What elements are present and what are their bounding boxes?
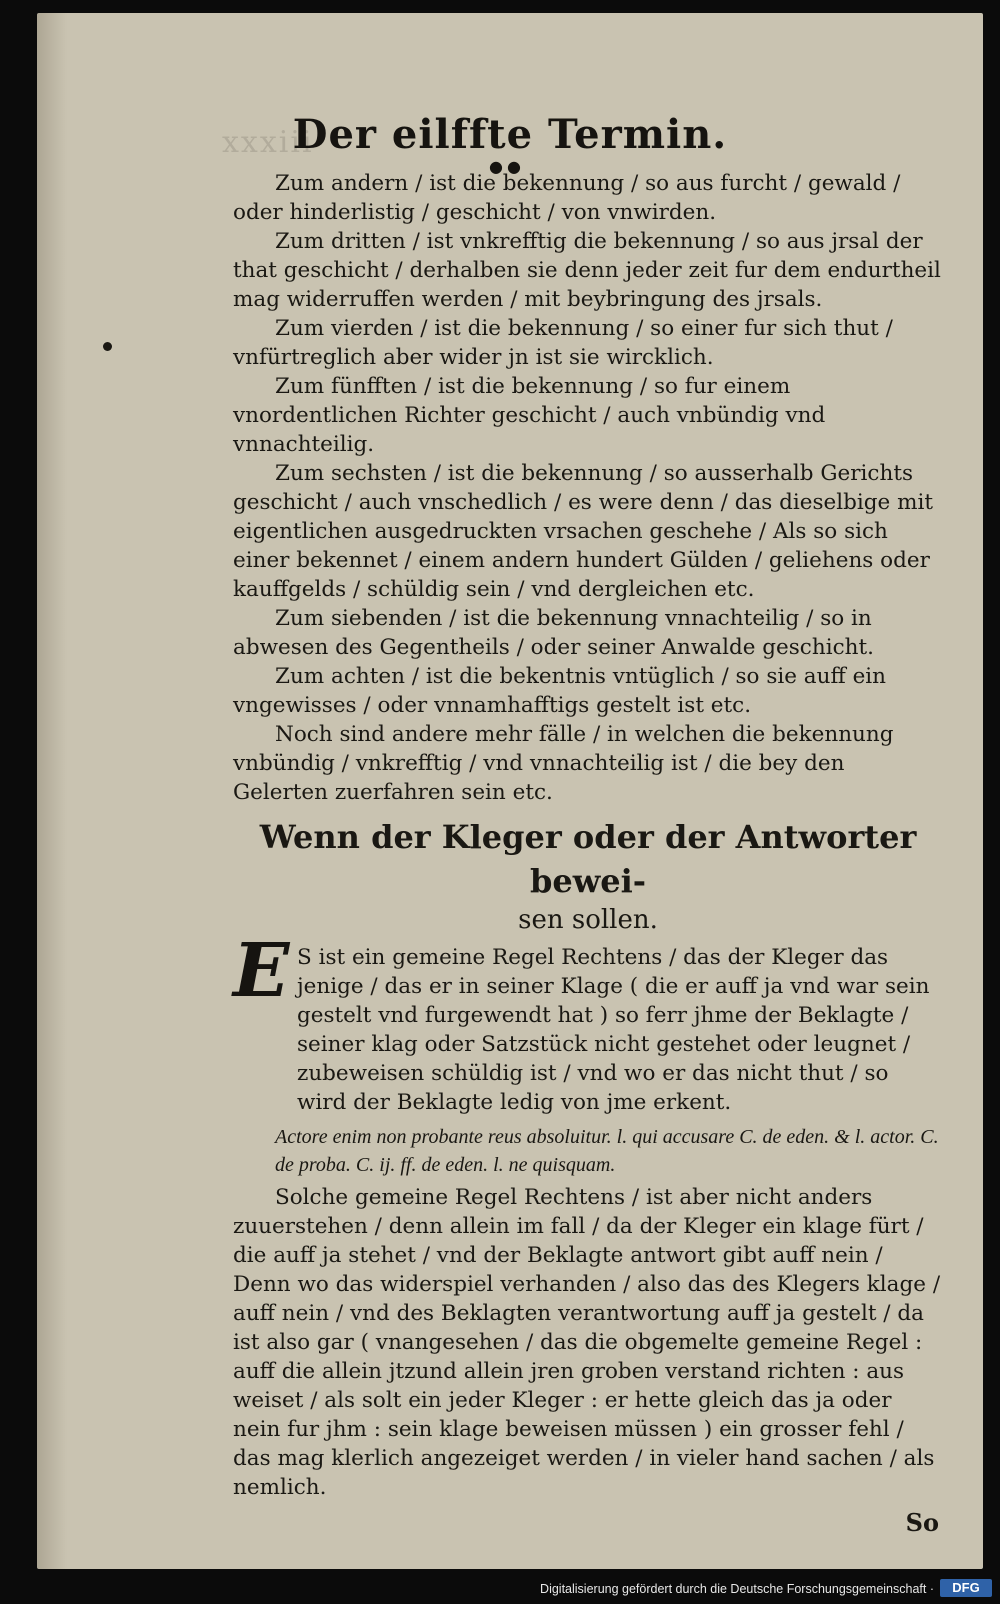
paragraph: Zum fünfften / ist die bekennung / so fur einem vnordentlichen Richter geschicht / auch vnbündig vnd vnnachteilig.: [233, 374, 826, 457]
document-page: [37, 13, 983, 1569]
page-header: Der eilffte Termin.: [292, 111, 728, 158]
bleed-through-text: xxxiii: [222, 125, 314, 160]
section-body: [233, 928, 943, 1117]
section-first-paragraph: S ist ein gemeine Regel Rechtens / das der Kleger das jenige / das er in seiner Klage ( die er auff ja vnd war sein gestelt vnd furgewendt hat ) so ferr jhme der Beklagte / seiner klag oder Satzstück nicht gestehet oder leugnet / zubeweisen schüldig ist / vnd wo er das nicht thut / so wird der Beklagte ledig von jme erkent.: [297, 945, 930, 1115]
section-heading: [233, 815, 943, 937]
paragraph: Zum siebenden / ist die bekennung vnnachteilig / so in abwesen des Gegentheils / oder seiner Anwalde geschicht.: [233, 606, 874, 660]
paragraph: Zum andern / ist die bekennung / so aus furcht / gewald / oder hinderlistig / geschicht / von vnwirden.: [233, 171, 901, 225]
catchword: So: [905, 1508, 939, 1537]
drop-cap: E: [233, 928, 290, 1014]
paragraph: Zum achten / ist die bekentnis vntüglich / so sie auff ein vngewisses / oder vnnamhafftigs gestelt ist etc.: [233, 664, 887, 718]
footer-bar: [0, 1569, 1000, 1604]
body-text: [233, 169, 943, 1537]
dfg-logo[interactable]: DFG: [940, 1579, 992, 1597]
footer-credit: Digitalisierung gefördert durch die Deutsche Forschungsgemeinschaft ·: [540, 1582, 934, 1596]
header-ornament: ●●: [489, 157, 525, 176]
paragraph: Zum dritten / ist vnkrefftig die bekennung / so aus jrsal der that geschicht / derhalben sie denn jeder zeit fur dem endurtheil mag widerruffen werden / mit beybringung des jrsals.: [233, 229, 941, 312]
margin-mark: [103, 342, 112, 351]
paragraph: Zum vierden / ist die bekennung / so einer fur sich thut / vnfürtreglich aber wider jn ist sie wircklich.: [233, 316, 893, 370]
closing-paragraph: Solche gemeine Regel Rechtens / ist aber nicht anders zuuerstehen / denn allein im fall / da der Kleger ein klage fürt / die auff ja stehet / vnd der Beklagte antwort gibt auff nein / Denn wo das widerspiel verhanden / also das des Klegers klage / auff nein / vnd des Beklagten verantwortung auff ja gestelt / da ist also gar ( vnangesehen / das die obgemelte gemeine Regel : auff die allein jtzund allein jren groben verstand richten : aus weiset / als solt ein jeder Kleger : er hette gleich das ja oder nein fur jhm : sein klage beweisen müssen ) ein grosser fehl / das mag klerlich angezeiget werden / in vieler hand sachen / als nemlich.: [233, 1185, 941, 1500]
paragraph: Noch sind andere mehr fälle / in welchen die bekennung vnbündig / vnkrefftig / vnd vnnachteilig ist / die bey den Gelerten zuerfahren sein etc.: [233, 722, 894, 805]
section-heading-line1: Wenn der Kleger oder der Antworter bewei-: [259, 818, 917, 900]
paragraph: Zum sechsten / ist die bekennung / so ausserhalb Gerichts geschicht / auch vnschedlich / es were denn / das dieselbige mit eigentlichen ausgedruckten vrsachen geschehe / Als so sich einer bekennet / einem andern hundert Gülden / geliehens oder kauffgelds / schüldig sein / vnd dergleichen etc.: [233, 461, 934, 602]
latin-citation: Actore enim non probante reus absoluitur. l. qui accusare C. de eden. & l. actor. C. de proba. C. ij. ff. de eden. l. ne quisquam.: [275, 1126, 939, 1176]
section-heading-line2: sen sollen.: [518, 905, 658, 935]
